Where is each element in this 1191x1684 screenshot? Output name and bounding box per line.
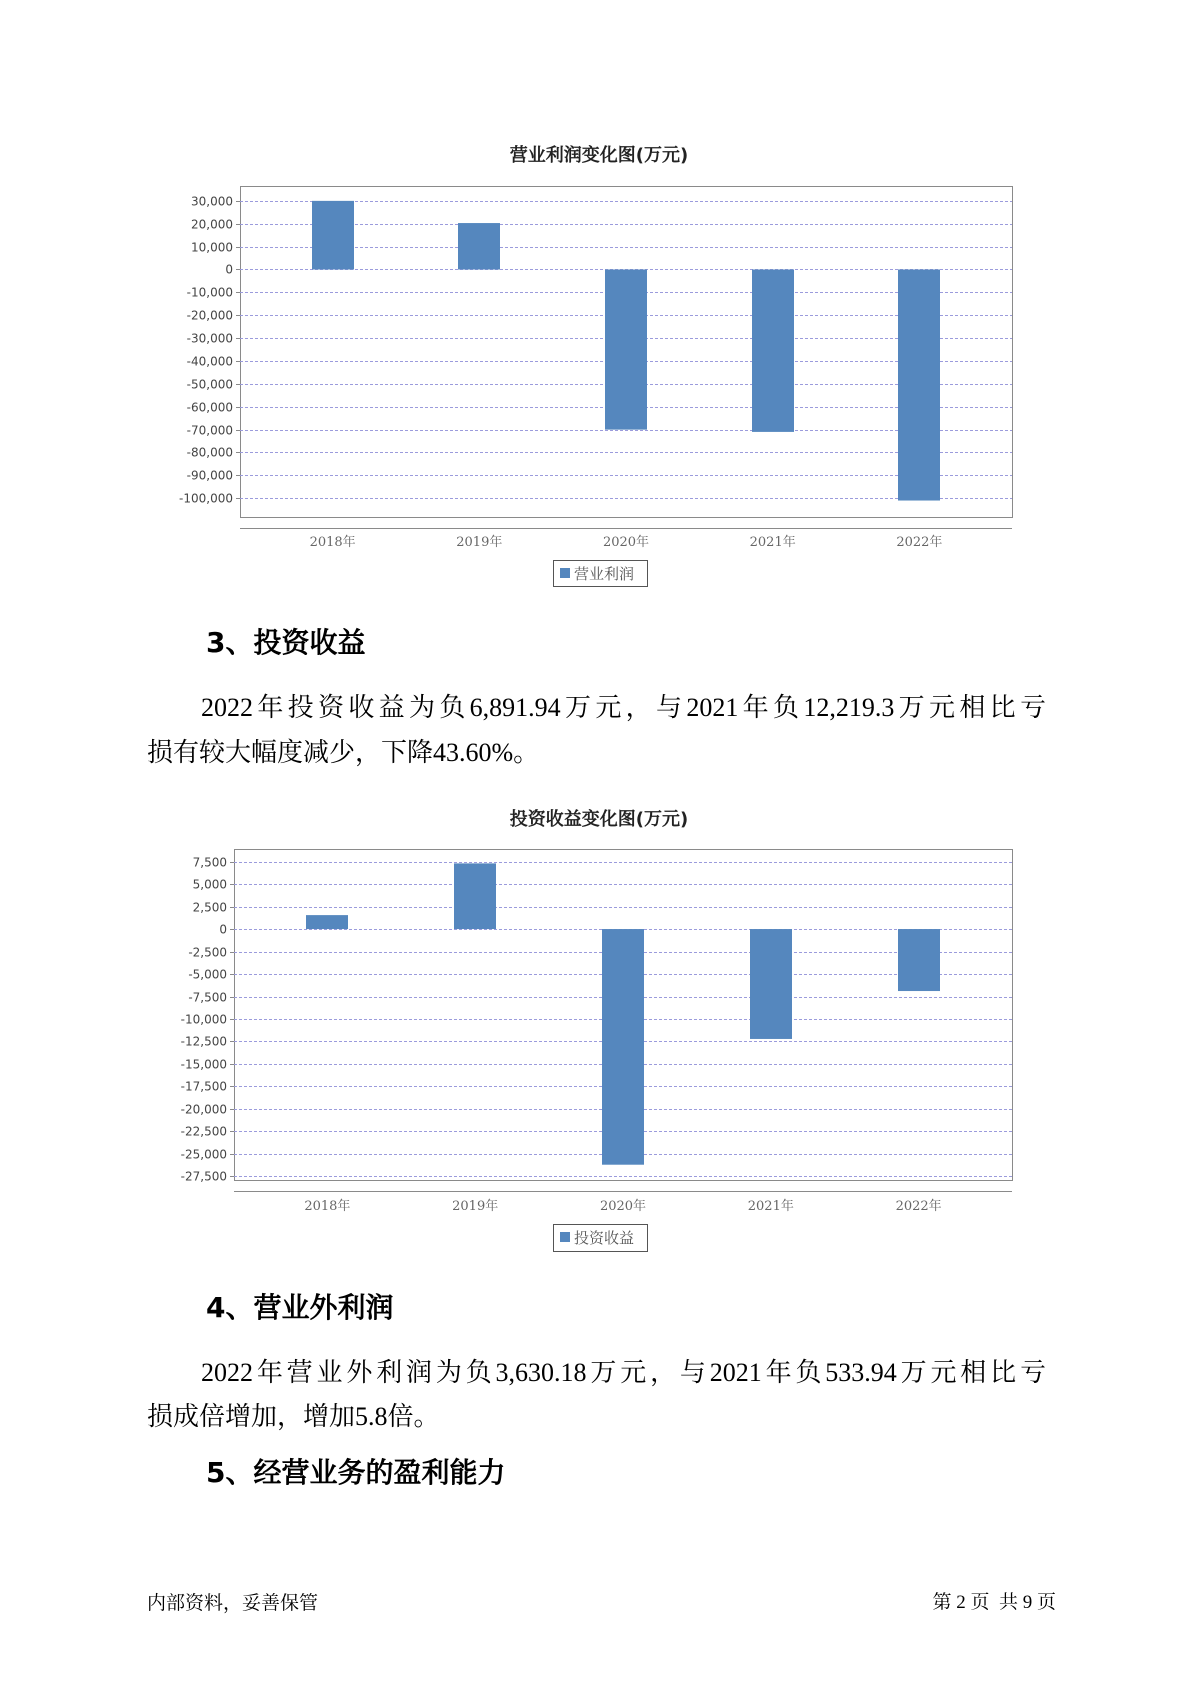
bar-2019 [458,223,500,269]
bar-2018 [306,915,348,929]
operating-profit-chart [0,135,1191,595]
paragraph-line: 2022年投资收益为负6,891.94万元，与2021年负12,219.3万元相比亏 [201,693,1046,722]
bar-2018 [312,201,354,270]
y-tick-label: -7,500 [188,990,227,1005]
y-tick-label: -70,000 [186,423,233,438]
y-tick-label: -10,000 [180,1012,227,1027]
y-tick-label: 30,000 [191,194,233,209]
x-category-label: 2018年 [309,535,356,550]
footer-page-number: 第 2 页 共 9 页 [932,1592,1056,1613]
y-tick-label: 0 [219,922,227,937]
y-tick-label: 7,500 [192,855,227,870]
y-tick-label: -80,000 [186,445,233,460]
x-category-label: 2018年 [304,1199,351,1214]
y-tick-label: -5,000 [188,967,227,982]
x-category-label: 2022年 [896,535,943,550]
chart-title: 营业利润变化图(万元) [509,145,689,166]
y-tick-label: -15,000 [180,1057,227,1072]
y-tick-label: 0 [225,262,233,277]
y-tick-label: -50,000 [186,377,233,392]
bar-2020 [605,269,647,429]
bar-2021 [752,269,794,431]
legend-label: 投资收益 [574,1229,635,1247]
section-heading-investment-income: 3、投资收益 [206,626,366,659]
bar-2022 [898,269,940,500]
y-tick-label: 10,000 [191,240,233,255]
legend-swatch [560,568,570,578]
y-tick-label: -10,000 [186,285,233,300]
legend-label: 营业利润 [574,565,635,583]
y-tick-label: -20,000 [186,308,233,323]
legend-swatch [560,1232,570,1242]
y-tick-label: -27,500 [180,1169,227,1184]
y-tick-label: -20,000 [180,1102,227,1117]
operating-profit-chart-svg [0,135,1191,595]
x-category-label: 2020年 [599,1199,647,1214]
y-tick-label: -100,000 [179,491,233,506]
y-tick-label: -17,500 [180,1079,227,1094]
investment-income-chart-svg [0,800,1191,1260]
x-category-label: 2022年 [895,1199,942,1214]
paragraph-line: 损成倍增加，增加5.8倍。 [147,1402,440,1431]
bar-2019 [454,863,496,929]
x-category-label: 2019年 [456,535,503,550]
y-tick-label: -60,000 [186,400,233,415]
bar-2021 [750,929,792,1039]
y-tick-label: -2,500 [188,945,227,960]
paragraph-line: 损有较大幅度减少，下降43.60%。 [147,738,540,767]
y-tick-label: 20,000 [191,217,233,232]
y-tick-label: -30,000 [186,331,233,346]
y-tick-label: -90,000 [186,468,233,483]
y-tick-label: -25,000 [180,1147,227,1162]
footer-confidential-note: 内部资料，妥善保管 [147,1592,319,1614]
x-category-label: 2021年 [747,1199,794,1214]
section-heading-non-operating-profit: 4、营业外利润 [206,1291,394,1324]
chart-title: 投资收益变化图(万元) [509,809,689,830]
y-tick-label: -40,000 [186,354,233,369]
y-tick-label: 2,500 [192,900,227,915]
section-heading-operating-profitability: 5、经营业务的盈利能力 [206,1456,506,1489]
bar-2020 [602,929,644,1165]
bar-2022 [898,929,940,991]
y-tick-label: -22,500 [180,1124,227,1139]
x-category-label: 2020年 [602,535,650,550]
investment-income-chart [0,800,1191,1260]
paragraph-line: 2022年营业外利润为负3,630.18万元，与2021年负533.94万元相比亏 [201,1358,1046,1387]
x-category-label: 2019年 [452,1199,499,1214]
y-tick-label: -12,500 [180,1034,227,1049]
x-category-label: 2021年 [749,535,796,550]
y-tick-label: 5,000 [192,877,227,892]
